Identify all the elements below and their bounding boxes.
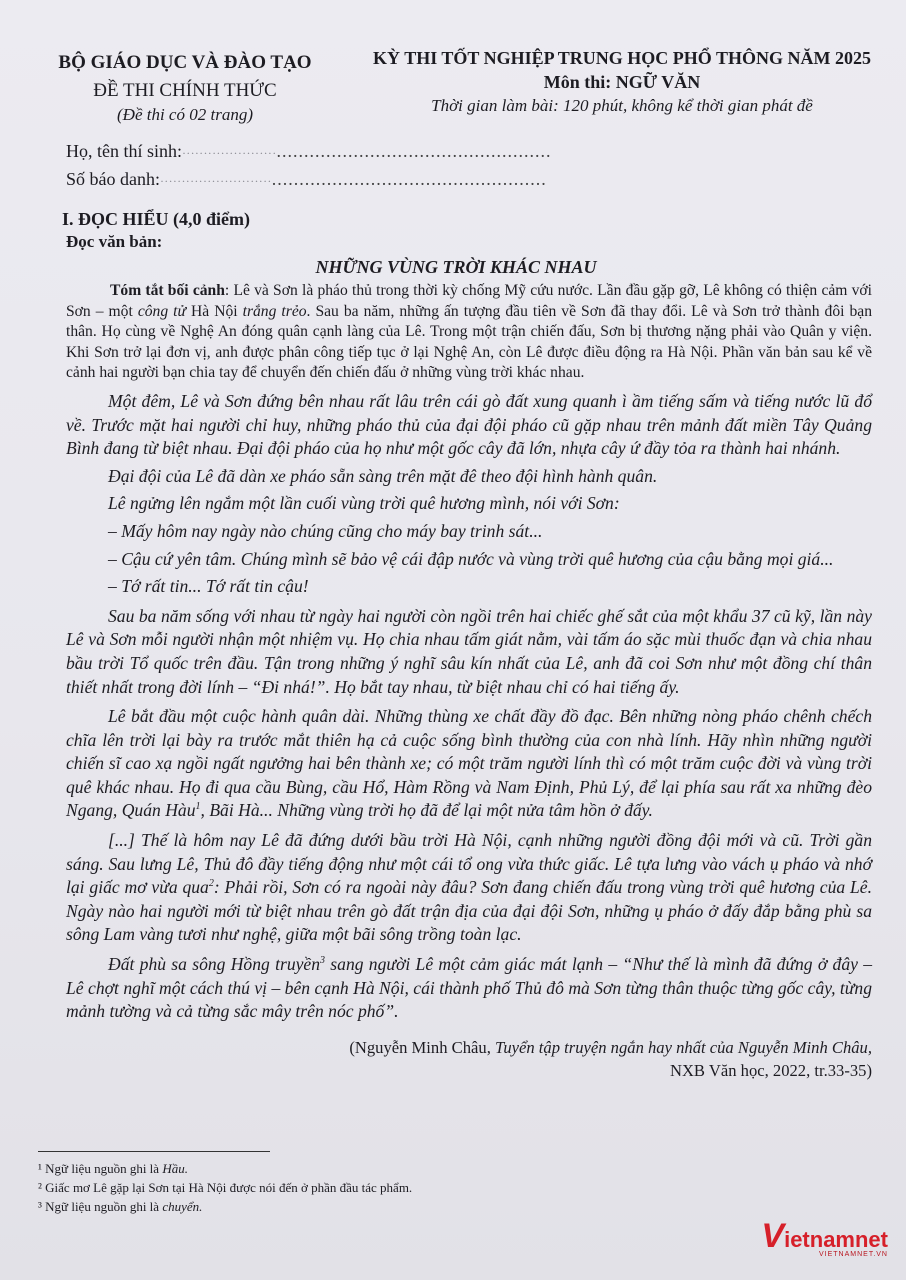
- dialogue-line: – Tớ rất tin... Tớ rất tin cậu!: [108, 576, 309, 597]
- watermark-subtext: VIETNAMNET.VN: [818, 1251, 888, 1258]
- header-left: [40, 46, 330, 126]
- footnote-divider: [38, 1151, 270, 1152]
- citation-line-1: [40, 1036, 872, 1059]
- id-value: ··························: [160, 174, 272, 188]
- official-label: ĐỀ THI CHÍNH THỨC: [93, 80, 277, 101]
- citation-book: Tuyển tập truyện ngắn hay nhất của Nguyễn Minh Châu,: [495, 1037, 872, 1057]
- citation-author: (Nguyễn Minh Châu,: [349, 1037, 495, 1057]
- passage-text: sang người Lê một cảm giác mát lạnh – “Như thế là mình đã đứng ở đây – Lê chợt nghĩ một cách thú vị – bên cạnh Hà Nội, cái thành phố Thủ đô mà Sơn từng thân thuộc từng gốc cây, từng mảnh tường và cả từng sắc mây trên nóc phố”.: [66, 954, 872, 1022]
- watermark-text: ietnamnet: [784, 1227, 888, 1252]
- footnote-3: [38, 1197, 412, 1216]
- passage-text: : Phải rồi, Sơn có ra ngoài này đâu? Sơn đang chiến đấu trong vùng trời quê hương của Lê. Ngày nào hai người mới từ biệt nhau trên gò đất trận địa của đại đội Sơn, những ụ pháo ở đấy đắp bằng phù sa sông Lam vàng tươi như nghệ, giữa một bãi sông trồng toàn lạc.: [66, 877, 872, 945]
- watermark-v: V: [761, 1217, 785, 1255]
- context-summary: [66, 281, 872, 384]
- passage-paragraph: Đại đội của Lê đã dàn xe pháo sẵn sàng trên mặt đê theo đội hình hành quân.: [108, 465, 658, 486]
- footnotes: [38, 1159, 412, 1216]
- source-citation: [40, 1036, 872, 1082]
- passage-paragraph: Một đêm, Lê và Sơn đứng bên nhau rất lâu trên cái gò đất xung quanh ì ầm tiếng sấm và tiếng nước lũ đổ về. Trước mặt hai người chỉ huy, những pháo thủ của đại đội pháo cũ gặp nhau trên mảnh đất miền Tây Quảng Bình đang từ biệt nhau. Đại đội pháo của họ như một gốc cây đã lớn, nhựa cây ứ đầy tỏa ra thành hai nhánh.: [66, 390, 872, 459]
- candidate-fields: [66, 138, 872, 194]
- citation-line-2: NXB Văn học, 2022, tr.33-35): [669, 1060, 872, 1080]
- name-value: ······················: [182, 146, 277, 160]
- subject: Môn thi: NGỮ VĂN: [543, 72, 701, 92]
- summary-italic: trắng trẻo: [242, 302, 307, 320]
- footnote-text: ³ Ngữ liệu nguồn ghi là: [38, 1199, 163, 1214]
- dialogue-line: – Cậu cứ yên tâm. Chúng mình sẽ bảo vệ cái đập nước và vùng trời quê hương của cậu bằng mọi giá...: [108, 548, 834, 569]
- exam-title: KỲ THI TỐT NGHIỆP TRUNG HỌC PHỔ THÔNG NĂM 2025: [373, 48, 871, 68]
- passage-text: Đất phù sa sông Hồng truyền: [108, 954, 321, 975]
- id-label: Số báo danh:: [66, 169, 160, 189]
- name-label: Họ, tên thí sinh:: [66, 141, 182, 161]
- passage-paragraph: [66, 705, 872, 823]
- header-right: [372, 46, 872, 126]
- summary-text: . Sau ba năm, những ấn tượng đầu tiên về Sơn đã thay đổi. Lê và Sơn trở thành đôi bạn thân. Họ cùng về Nghệ An đóng quân cạnh làng của Lê. Trong một trận chiến đấu, Sơn bị thương nặng phải vào Quân y viện. Khi Sơn trở lại đơn vị, anh được phân công tiếp tục ở lại Nghệ An, còn Lê được điều động ra Hà Nội. Phần văn bản sau kể về cảnh hai người bạn chia tay để chuyển đến chiến đấu ở những vùng trời khác nhau.: [66, 302, 872, 382]
- story-title: NHỮNG VÙNG TRỜI KHÁC NHAU: [315, 257, 597, 277]
- page-count: (Đề thi có 02 trang): [117, 105, 253, 124]
- candidate-name-row: [66, 138, 872, 166]
- passage-text: , Bãi Hà... Những vùng trời họ đã để lại một nửa tâm hồn ở đấy.: [200, 800, 653, 821]
- section-heading: I. ĐỌC HIỂU (4,0 điểm): [62, 209, 250, 229]
- dialogue-line: – Mấy hôm nay ngày nào chúng cũng cho máy bay trinh sát...: [108, 520, 543, 541]
- passage: [66, 390, 872, 1024]
- summary-italic: công tử: [137, 302, 186, 320]
- footnote-ref: 3: [320, 955, 326, 967]
- passage-paragraph: Sau ba năm sống với nhau từ ngày hai người còn ngồi trên hai chiếc ghế sắt của một khẩu 37 cũ kỹ, lần này Lê và Sơn mỗi người nhận một nhiệm vụ. Họ chia nhau tấm giát nằm, vài tấm áo sặc mùi thuốc đạn và chia nhau bầu trời Tổ quốc trên đầu. Tận trong những ý nghĩ sâu kín nhất của Lê, anh đã coi Sơn như một đồng chí thân thiết nhất trong đời lính – “Đi nhá!”. Họ bắt tay nhau, từ biệt nhau chỉ có hai tiếng ấy.: [66, 605, 872, 697]
- footnote-italic: chuyển.: [162, 1199, 203, 1214]
- name-dots: ..................................................: [276, 141, 552, 161]
- footnote-italic: Hầu.: [162, 1161, 188, 1176]
- summary-text: : Lê và Sơn là pháo thủ trong thời kỳ chống Mỹ cứu nước. Lần đầu gặp gỡ, Lê không có thiện cảm với Sơn – một: [66, 282, 873, 320]
- summary-lead: Tóm tắt bối cảnh: [110, 282, 225, 299]
- passage-text: Lê bắt đầu một cuộc hành quân dài. Những thùng xe chất đầy đồ đạc. Bên những nòng pháo chênh chếch chĩa lên trời lại bày ra trước mắt thiên hạ cả cuộc sống bình thường của con nhà lính. Hãy nhìn những người chiến sĩ cao xạ ngồi ngất ngưởng hai bên thành xe; có một trăm người lính thì có một trăm cuộc đời và vùng trời quê khác nhau. Họ đi qua cầu Bùng, cầu Hổ, Hàm Rồng và Nam Định, Phủ Lý, để lại phía sau rất xa những đèo Ngang, Quán Hàu: [66, 706, 872, 821]
- exam-header: [40, 46, 872, 126]
- ministry-name: BỘ GIÁO DỤC VÀ ĐÀO TẠO: [58, 52, 312, 73]
- passage-paragraph: [66, 829, 872, 947]
- read-label: Đọc văn bản:: [66, 232, 163, 251]
- summary-text: Hà Nội: [185, 302, 243, 320]
- passage-paragraph: Lê ngửng lên ngắm một lần cuối vùng trời quê hương mình, nói với Sơn:: [108, 493, 620, 514]
- footnote-text: ¹ Ngữ liệu nguồn ghi là: [38, 1161, 163, 1176]
- footnote-1: [38, 1159, 412, 1178]
- duration: Thời gian làm bài: 120 phút, không kể thời gian phát đề: [431, 96, 813, 115]
- candidate-id-row: [66, 166, 872, 194]
- footnote-2: ² Giấc mơ Lê gặp lại Sơn tại Hà Nội được nói đến ở phần đầu tác phẩm.: [38, 1180, 413, 1195]
- passage-paragraph: [66, 953, 872, 1024]
- footnote-ref: 2: [208, 878, 214, 890]
- vietnamnet-watermark-logo: [761, 1217, 888, 1258]
- footnote-ref: 1: [195, 801, 201, 813]
- id-dots: ..................................................: [271, 169, 547, 189]
- passage-text: [...] Thế là hôm nay Lê đã đứng dưới bầu trời Hà Nội, cạnh những người đồng đội mới và cũ. Trời gần sáng. Sau lưng Lê, Thủ đô đầy tiếng động như một cái tổ ong vừa thức giấc. Lê tựa lưng vào vách ụ pháo và nhớ lại giấc mơ vừa qua: [66, 830, 872, 898]
